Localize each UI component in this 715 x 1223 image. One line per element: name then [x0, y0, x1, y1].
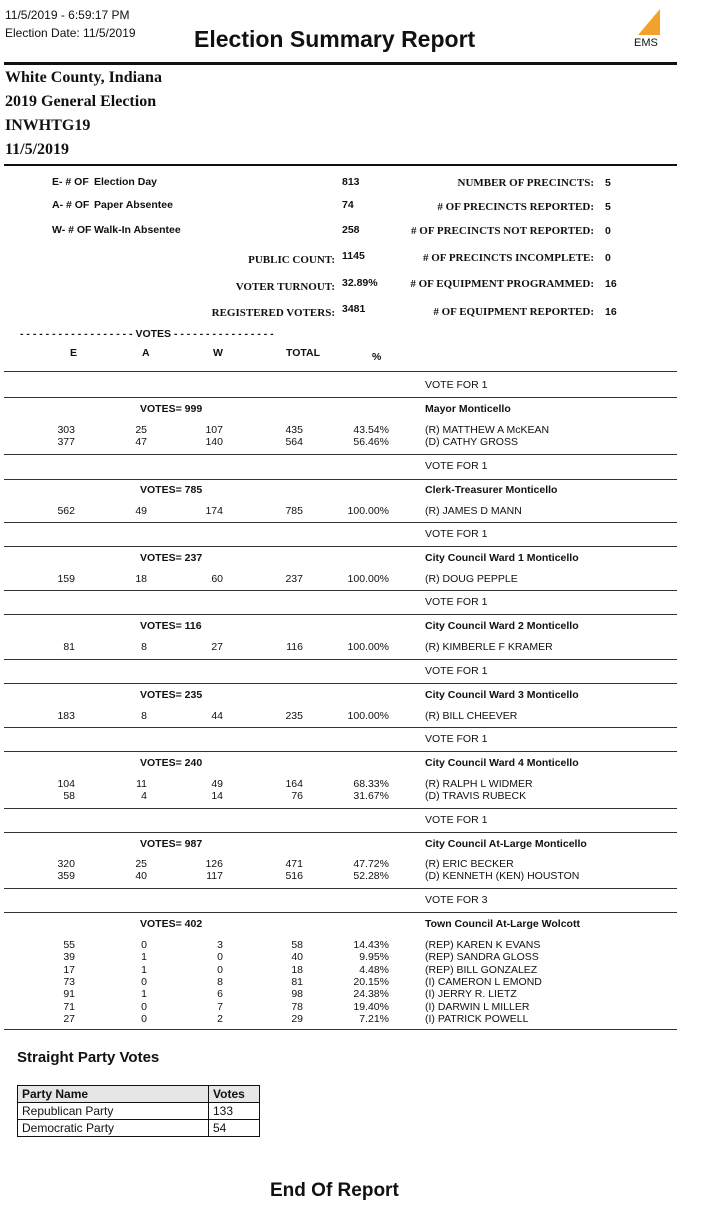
party-votes: 54: [209, 1120, 260, 1137]
votes-w: 49: [211, 778, 223, 790]
votes-w: 2: [217, 1013, 223, 1026]
election-name: 2019 General Election: [5, 93, 157, 110]
party-votes-header: Votes: [209, 1086, 260, 1103]
votes-a: 49: [135, 505, 147, 517]
race-divider: [4, 397, 677, 398]
summary-label: # OF PRECINCTS NOT REPORTED:: [411, 225, 594, 237]
votes-percent: 14.43%: [353, 939, 389, 951]
votes-w: 7: [217, 1000, 223, 1013]
votes-a: 11: [136, 778, 147, 790]
votes-percent: 100.00%: [347, 710, 389, 722]
votes-a: 0: [141, 976, 147, 989]
county-name: White County, Indiana: [5, 69, 162, 86]
candidate-name: (REP) BILL GONZALEZ: [425, 963, 538, 976]
logo-text: EMS: [634, 37, 658, 49]
votes-total: 564: [285, 436, 303, 449]
candidate-name: (I) PATRICK POWELL: [425, 1013, 529, 1026]
candidate-name: (D) KENNETH (KEN) HOUSTON: [425, 870, 580, 883]
votes-total: 785: [285, 505, 303, 517]
votes-percent: 100.00%: [347, 505, 389, 517]
summary-code: W- # OF: [52, 224, 92, 236]
summary-value: 813: [342, 176, 360, 188]
race-title: Mayor Monticello: [425, 403, 511, 415]
summary-label: # OF EQUIPMENT REPORTED:: [433, 306, 594, 318]
votes-w: 8: [217, 976, 223, 989]
votes-total: 164: [285, 778, 303, 790]
election-date: Election Date: 11/5/2019: [5, 26, 136, 40]
col-total-header: TOTAL: [286, 347, 321, 359]
votes-a: 0: [141, 939, 147, 951]
summary-label: PUBLIC COUNT:: [248, 254, 335, 266]
ems-logo: [634, 9, 660, 49]
header-rule: [4, 62, 677, 65]
summary-value: 0: [605, 252, 611, 264]
summary-label: Paper Absentee: [94, 199, 173, 211]
votes-total: 76: [291, 790, 303, 803]
votes-e: 104: [57, 778, 75, 790]
race-divider: [4, 479, 677, 480]
votes-percent: 9.95%: [359, 951, 389, 964]
votes-a: 4: [141, 790, 147, 803]
summary-value: 16: [605, 306, 617, 318]
candidate-name: (I) CAMERON L EMOND: [425, 976, 542, 989]
race-divider: [4, 888, 677, 889]
votes-e: 320: [57, 858, 75, 870]
vote-for-label: VOTE FOR 1: [425, 379, 488, 391]
race-divider: [4, 751, 677, 752]
votes-e: 73: [63, 976, 75, 989]
votes-w: 117: [206, 870, 223, 883]
votes-a: 40: [135, 870, 147, 883]
party-name: Republican Party: [18, 1103, 209, 1120]
race-votes-total: VOTES= 235: [140, 689, 203, 701]
vote-for-label: VOTE FOR 1: [425, 460, 488, 472]
race-votes-total: VOTES= 785: [140, 484, 203, 496]
party-name-header: Party Name: [18, 1086, 209, 1103]
votes-total: 81: [291, 976, 303, 989]
race-votes-total: VOTES= 987: [140, 838, 203, 850]
votes-a: 8: [141, 710, 147, 722]
election-code: INWHTG19: [5, 117, 91, 134]
candidate-name: (REP) KAREN K EVANS: [425, 939, 541, 951]
end-of-report: End Of Report: [270, 1180, 399, 1201]
vote-for-label: VOTE FOR 1: [425, 528, 488, 540]
race-title: City Council Ward 2 Monticello: [425, 620, 579, 632]
candidate-name: (I) JERRY R. LIETZ: [425, 988, 517, 1001]
summary-code: A- # OF: [52, 199, 90, 211]
votes-a: 0: [141, 1013, 147, 1026]
votes-e: 91: [63, 988, 75, 1001]
race-divider: [4, 614, 677, 615]
summary-value: 0: [605, 225, 611, 237]
race-divider: [4, 1029, 677, 1030]
votes-percent: 68.33%: [353, 778, 389, 790]
candidate-name: (R) KIMBERLE F KRAMER: [425, 641, 553, 653]
votes-w: 27: [211, 641, 223, 653]
votes-total: 435: [285, 424, 303, 436]
votes-e: 562: [57, 505, 75, 517]
votes-total: 40: [291, 951, 303, 964]
votes-percent: 47.72%: [353, 858, 389, 870]
table-row: [18, 1103, 260, 1120]
summary-value: 258: [342, 224, 360, 236]
summary-code: E- # OF: [52, 176, 89, 188]
votes-e: 17: [63, 963, 75, 976]
votes-percent: 52.28%: [353, 870, 389, 883]
votes-w: 0: [217, 963, 223, 976]
race-divider: [4, 522, 677, 523]
race-title: City Council Ward 1 Monticello: [425, 552, 579, 564]
votes-total: 116: [286, 641, 303, 653]
candidate-name: (I) DARWIN L MILLER: [425, 1000, 530, 1013]
summary-label: # OF PRECINCTS REPORTED:: [437, 201, 594, 213]
table-header-row: [18, 1086, 260, 1103]
race-votes-total: VOTES= 116: [140, 620, 202, 632]
votes-total: 58: [291, 939, 303, 951]
votes-percent: 56.46%: [353, 436, 389, 449]
vote-for-label: VOTE FOR 1: [425, 814, 488, 826]
election-day: 11/5/2019: [5, 141, 70, 158]
votes-w: 60: [211, 573, 223, 585]
votes-e: 359: [57, 870, 75, 883]
report-timestamp: 11/5/2019 - 6:59:17 PM: [5, 8, 130, 22]
votes-percent: 24.38%: [353, 988, 389, 1001]
race-divider: [4, 727, 677, 728]
summary-label: # OF EQUIPMENT PROGRAMMED:: [410, 278, 594, 290]
vote-for-label: VOTE FOR 1: [425, 596, 488, 608]
race-divider: [4, 659, 677, 660]
votes-percent: 7.21%: [359, 1013, 389, 1026]
votes-percent: 100.00%: [347, 641, 389, 653]
race-votes-total: VOTES= 240: [140, 757, 203, 769]
candidate-name: (R) ERIC BECKER: [425, 858, 514, 870]
votes-total: 516: [285, 870, 303, 883]
votes-w: 6: [217, 988, 223, 1001]
race-divider: [4, 590, 677, 591]
logo-triangle-icon: [638, 9, 660, 35]
votes-e: 183: [57, 710, 75, 722]
votes-e: 58: [63, 790, 75, 803]
race-divider: [4, 808, 677, 809]
candidate-name: (R) DOUG PEPPLE: [425, 573, 518, 585]
votes-a: 47: [135, 436, 147, 449]
votes-percent: 100.00%: [347, 573, 389, 585]
candidate-name: (R) BILL CHEEVER: [425, 710, 518, 722]
candidate-name: (R) MATTHEW A McKEAN: [425, 424, 550, 436]
race-divider: [4, 912, 677, 913]
race-votes-total: VOTES= 237: [140, 552, 203, 564]
summary-label: VOTER TURNOUT:: [235, 281, 335, 293]
race-votes-total: VOTES= 402: [140, 918, 203, 930]
summary-value: 32.89%: [342, 277, 378, 289]
col-w-header: W: [213, 347, 223, 359]
votes-e: 39: [63, 951, 75, 964]
race-divider: [4, 683, 677, 684]
votes-total: 18: [291, 963, 303, 976]
vote-for-label: VOTE FOR 1: [425, 665, 488, 677]
straight-party-table: [17, 1085, 260, 1137]
candidate-name: (REP) SANDRA GLOSS: [425, 951, 539, 964]
vote-for-label: VOTE FOR 1: [425, 733, 488, 745]
page-title: Election Summary Report: [194, 26, 476, 52]
summary-label: Election Day: [94, 176, 158, 188]
votes-e: 81: [63, 641, 75, 653]
race-title: City Council At-Large Monticello: [425, 838, 587, 850]
summary-label: Walk-In Absentee: [94, 224, 181, 236]
summary-label: # OF PRECINCTS INCOMPLETE:: [422, 252, 594, 264]
race-title: City Council Ward 4 Monticello: [425, 757, 579, 769]
votes-percent: 31.67%: [353, 790, 389, 803]
votes-e: 27: [63, 1013, 75, 1026]
party-votes: 133: [209, 1103, 260, 1120]
votes-a: 1: [141, 988, 147, 1001]
summary-label: NUMBER OF PRECINCTS:: [457, 177, 594, 189]
votes-a: 25: [135, 858, 147, 870]
votes-percent: 43.54%: [353, 424, 389, 436]
votes-w: 174: [205, 505, 223, 517]
race-title: Clerk-Treasurer Monticello: [425, 484, 558, 496]
summary-label: REGISTERED VOTERS:: [211, 307, 335, 319]
race-divider: [4, 832, 677, 833]
votes-w: 14: [211, 790, 223, 803]
votes-e: 377: [57, 436, 75, 449]
jurisdiction-block: [5, 66, 162, 162]
summary-value: 5: [605, 177, 611, 189]
summary-value: 74: [342, 199, 354, 211]
votes-a: 25: [135, 424, 147, 436]
votes-a: 0: [141, 1000, 147, 1013]
votes-total: 237: [285, 573, 303, 585]
votes-a: 1: [141, 951, 147, 964]
votes-e: 303: [57, 424, 75, 436]
votes-total: 98: [291, 988, 303, 1001]
votes-w: 44: [211, 710, 223, 722]
votes-a: 1: [141, 963, 147, 976]
votes-e: 55: [63, 939, 75, 951]
votes-percent: 19.40%: [353, 1000, 389, 1013]
votes-w: 140: [205, 436, 223, 449]
votes-banner: - - - - - - - - - - - - - - - - - - VOTES - - - - - - - - - - - - - - - -: [20, 328, 274, 340]
straight-party-title: Straight Party Votes: [17, 1049, 160, 1066]
col-e-header: E: [70, 347, 78, 359]
vote-for-label: VOTE FOR 3: [425, 894, 488, 906]
votes-total: 235: [285, 710, 303, 722]
table-row: [18, 1120, 260, 1137]
candidate-name: (D) CATHY GROSS: [425, 436, 518, 449]
votes-a: 18: [135, 573, 147, 585]
candidate-name: (R) RALPH L WIDMER: [425, 778, 533, 790]
summary-value: 16: [605, 278, 617, 290]
votes-total: 29: [291, 1013, 303, 1026]
race-divider: [4, 371, 677, 372]
race-title: Town Council At-Large Wolcott: [425, 918, 580, 930]
race-title: City Council Ward 3 Monticello: [425, 689, 579, 701]
votes-w: 126: [205, 858, 223, 870]
votes-e: 159: [57, 573, 75, 585]
summary-value: 5: [605, 201, 611, 213]
candidate-name: (D) TRAVIS RUBECK: [425, 790, 527, 803]
votes-w: 0: [217, 951, 223, 964]
votes-w: 3: [217, 939, 223, 951]
jurisdiction-rule: [4, 164, 677, 166]
votes-e: 71: [63, 1000, 75, 1013]
summary-value: 3481: [342, 303, 366, 315]
votes-a: 8: [141, 641, 147, 653]
votes-w: 107: [205, 424, 223, 436]
candidate-name: (R) JAMES D MANN: [425, 505, 522, 517]
votes-total: 78: [291, 1000, 303, 1013]
race-votes-total: VOTES= 999: [140, 403, 203, 415]
party-name: Democratic Party: [18, 1120, 209, 1137]
votes-percent: 20.15%: [353, 976, 389, 989]
col-pct-header: %: [372, 351, 382, 363]
votes-percent: 4.48%: [359, 963, 389, 976]
summary-value: 1145: [342, 250, 365, 262]
votes-total: 471: [285, 858, 303, 870]
race-divider: [4, 546, 677, 547]
col-a-header: A: [142, 347, 150, 359]
race-divider: [4, 454, 677, 455]
